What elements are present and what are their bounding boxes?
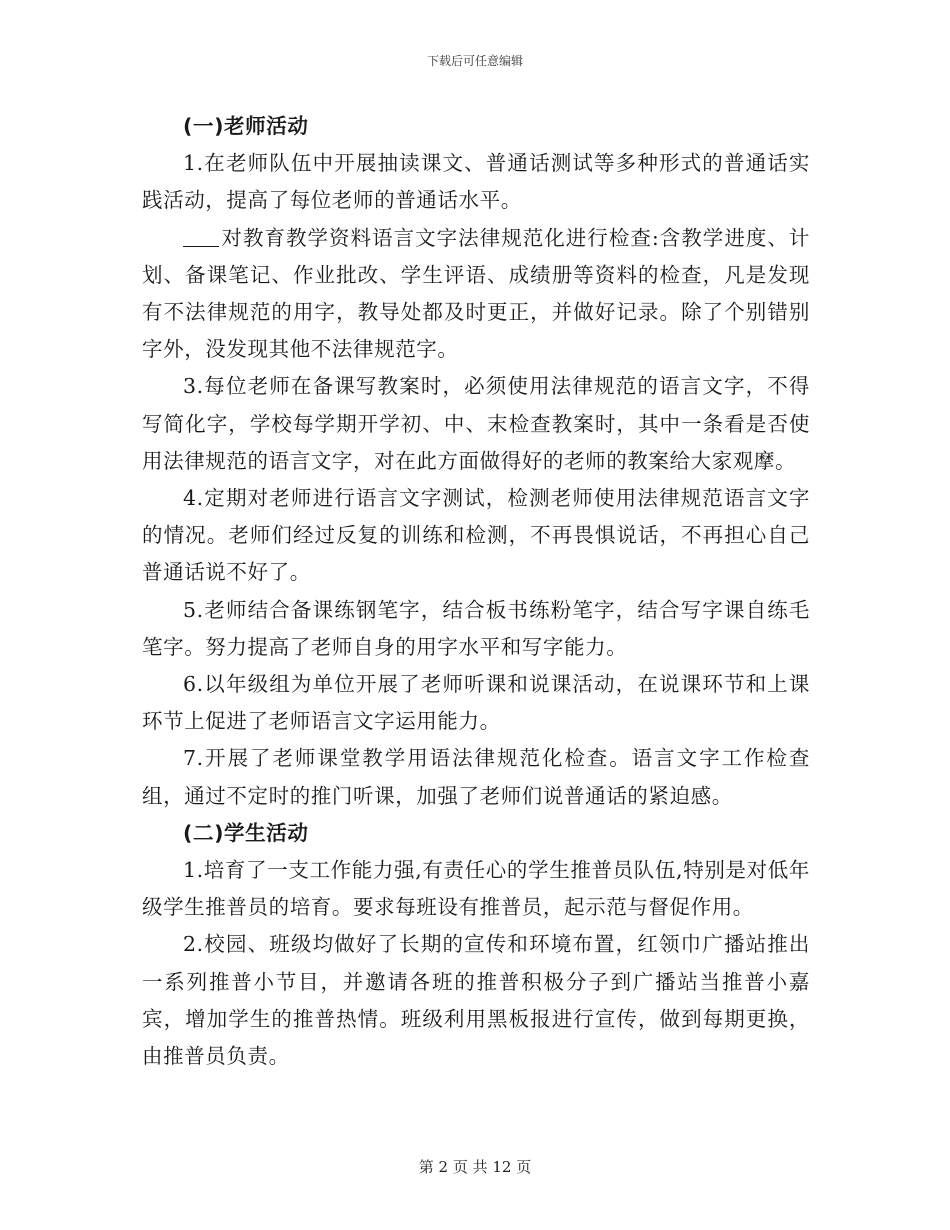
section-heading-teacher: (一)老师活动 xyxy=(183,114,309,138)
paragraph-teacher-2 xyxy=(142,220,810,369)
document-body xyxy=(142,108,810,1075)
paragraph-teacher-4: 4.定期对老师进行语言文字测试，检测老师使用法律规范语言文字的情况。老师们经过反复的训练和检测，不再畏惧说话，不再担心自己普通话说不好了。 xyxy=(142,486,810,585)
paragraph-student-1: 1.培育了一支工作能力强,有责任心的学生推普员队伍,特别是对低年级学生推普员的培育。要求每班设有推普员，起示范与督促作用。 xyxy=(142,858,810,920)
paragraph-teacher-6: 6.以年级组为单位开展了老师听课和说课活动，在说课环节和上课环节上促进了老师语言文字运用能力。 xyxy=(142,672,810,734)
page-header-note: 下载后可任意编辑 xyxy=(426,54,523,68)
paragraph-student-2: 2.校园、班级均做好了长期的宣传和环境布置，红领巾广播站推出一系列推普小节目，并邀请各班的推普积极分子到广播站当推普小嘉宾，增加学生的推普热情。班级利用黑板报进行宣传，做到每期更换，由推普员负责。 xyxy=(142,932,810,1069)
paragraph-teacher-3: 3.每位老师在备课写教案时，必须使用法律规范的语言文字，不得写简化字，学校每学期开学初、中、末检查教案时，其中一条看是否使用法律规范的语言文字，对在此方面做得好的老师的教案给大家观摩。 xyxy=(142,374,810,473)
fill-blank xyxy=(183,225,219,247)
paragraph-teacher-5: 5.老师结合备课练钢笔字，结合板书练粉笔字，结合写字课自练毛笔字。努力提高了老师自身的用字水平和写字能力。 xyxy=(142,597,810,659)
paragraph-teacher-1: 1.在老师队伍中开展抽读课文、普通话测试等多种形式的普通话实践活动，提高了每位老师的普通话水平。 xyxy=(142,151,810,213)
paragraph-teacher-2-text: 对教育教学资料语言文字法律规范化进行检查:含教学进度、计划、备课笔记、作业批改、学生评语、成绩册等资料的检查，凡是发现有不法律规范的用字，教导处都及时更正，并做好记录。除了个别错别字外，没发现其他不法律规范字。 xyxy=(142,225,810,362)
page-number: 第 2 页 共 12 页 xyxy=(418,1158,532,1176)
section-heading-student: (二)学生活动 xyxy=(183,820,309,845)
paragraph-teacher-7: 7.开展了老师课堂教学用语法律规范化检查。语言文字工作检查组，通过不定时的推门听课，加强了老师们说普通话的紧迫感。 xyxy=(142,746,810,808)
